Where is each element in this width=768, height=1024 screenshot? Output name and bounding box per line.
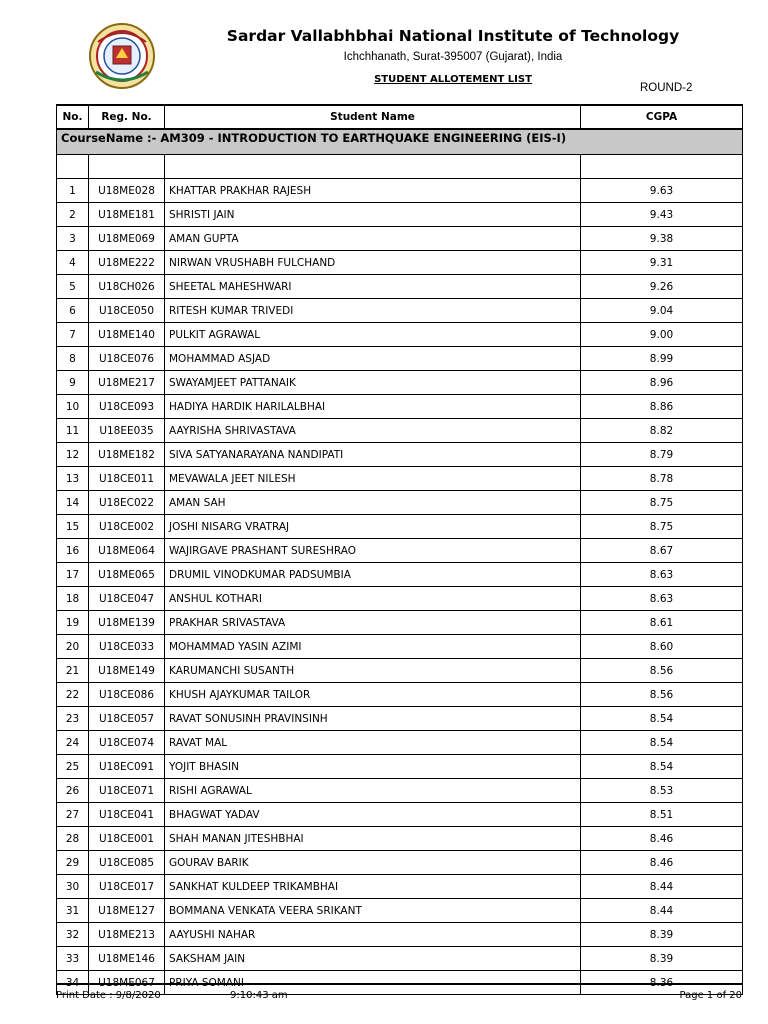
cgpa-cell: 8.56 [581, 659, 743, 683]
cgpa-cell: 8.78 [581, 467, 743, 491]
cgpa-cell: 8.54 [581, 707, 743, 731]
student-name-cell: KHATTAR PRAKHAR RAJESH [165, 179, 581, 203]
cgpa-cell: 9.04 [581, 299, 743, 323]
student-name-cell: AAYRISHA SHRIVASTAVA [165, 419, 581, 443]
student-name-cell: AMAN GUPTA [165, 227, 581, 251]
cgpa-cell: 8.54 [581, 731, 743, 755]
row-number: 21 [57, 659, 89, 683]
cgpa-cell: 9.63 [581, 179, 743, 203]
table-row [57, 875, 743, 899]
cgpa-cell: 8.54 [581, 755, 743, 779]
page-number: Page 1 of 20 [679, 990, 742, 1001]
table-row [57, 419, 743, 443]
student-name-cell: SHRISTI JAIN [165, 203, 581, 227]
reg-no-cell: U18ME140 [89, 323, 165, 347]
row-number: 19 [57, 611, 89, 635]
row-number: 6 [57, 299, 89, 323]
table-row [57, 299, 743, 323]
student-name-cell: YOJIT BHASIN [165, 755, 581, 779]
student-name-cell: BHAGWAT YADAV [165, 803, 581, 827]
row-number: 27 [57, 803, 89, 827]
row-number: 14 [57, 491, 89, 515]
reg-no-cell: U18ME217 [89, 371, 165, 395]
row-number: 12 [57, 443, 89, 467]
student-name-cell: BOMMANA VENKATA VEERA SRIKANT [165, 899, 581, 923]
row-number: 28 [57, 827, 89, 851]
reg-no-cell: U18ME181 [89, 203, 165, 227]
row-number: 29 [57, 851, 89, 875]
reg-no-cell: U18CE071 [89, 779, 165, 803]
student-name-cell: DRUMIL VINODKUMAR PADSUMBIA [165, 563, 581, 587]
print-date: Print Date : 9/8/2020 [56, 990, 161, 1001]
table-row [57, 755, 743, 779]
student-name-cell: WAJIRGAVE PRASHANT SURESHRAO [165, 539, 581, 563]
row-number: 15 [57, 515, 89, 539]
cgpa-cell: 8.53 [581, 779, 743, 803]
student-name-cell: KHUSH AJAYKUMAR TAILOR [165, 683, 581, 707]
reg-no-cell: U18CE002 [89, 515, 165, 539]
column-header-cgpa: CGPA [581, 105, 743, 129]
student-name-cell: SAKSHAM JAIN [165, 947, 581, 971]
reg-no-cell: U18ME065 [89, 563, 165, 587]
student-name-cell: NIRWAN VRUSHABH FULCHAND [165, 251, 581, 275]
student-name-cell: PRIYA SOMANI [165, 971, 581, 995]
row-number: 9 [57, 371, 89, 395]
student-name-cell: PULKIT AGRAWAL [165, 323, 581, 347]
institute-seal-icon [86, 22, 158, 90]
reg-no-cell: U18CE086 [89, 683, 165, 707]
allotment-table [56, 104, 743, 995]
row-number: 8 [57, 347, 89, 371]
row-number: 11 [57, 419, 89, 443]
student-name-cell: GOURAV BARIK [165, 851, 581, 875]
reg-no-cell: U18CE041 [89, 803, 165, 827]
cgpa-cell: 8.75 [581, 491, 743, 515]
table-row [57, 179, 743, 203]
table-row [57, 923, 743, 947]
reg-no-cell: U18CE050 [89, 299, 165, 323]
table-row [57, 731, 743, 755]
cgpa-cell: 8.82 [581, 419, 743, 443]
student-name-cell: SHEETAL MAHESHWARI [165, 275, 581, 299]
student-name-cell: RAVAT MAL [165, 731, 581, 755]
reg-no-cell: U18ME213 [89, 923, 165, 947]
table-row [57, 347, 743, 371]
reg-no-cell: U18CH026 [89, 275, 165, 299]
reg-no-cell: U18ME222 [89, 251, 165, 275]
table-row [57, 467, 743, 491]
cgpa-cell: 8.39 [581, 947, 743, 971]
row-number: 16 [57, 539, 89, 563]
row-number: 17 [57, 563, 89, 587]
table-row [57, 659, 743, 683]
table-row [57, 707, 743, 731]
reg-no-cell: U18CE047 [89, 587, 165, 611]
table-row [57, 539, 743, 563]
row-number: 30 [57, 875, 89, 899]
cgpa-cell: 8.61 [581, 611, 743, 635]
reg-no-cell: U18ME146 [89, 947, 165, 971]
reg-no-cell: U18CE001 [89, 827, 165, 851]
row-number: 5 [57, 275, 89, 299]
student-name-cell: RISHI AGRAWAL [165, 779, 581, 803]
reg-no-cell: U18ME067 [89, 971, 165, 995]
row-number: 7 [57, 323, 89, 347]
column-header-no: No. [57, 105, 89, 129]
student-name-cell: MOHAMMAD ASJAD [165, 347, 581, 371]
reg-no-cell: U18ME028 [89, 179, 165, 203]
reg-no-cell: U18CE093 [89, 395, 165, 419]
student-name-cell: SIVA SATYANARAYANA NANDIPATI [165, 443, 581, 467]
table-row [57, 227, 743, 251]
table-row [57, 515, 743, 539]
row-number: 20 [57, 635, 89, 659]
cgpa-cell: 8.39 [581, 923, 743, 947]
student-name-cell: SHAH MANAN JITESHBHAI [165, 827, 581, 851]
student-name-cell: KARUMANCHI SUSANTH [165, 659, 581, 683]
student-name-cell: SWAYAMJEET PATTANAIK [165, 371, 581, 395]
cgpa-cell: 8.60 [581, 635, 743, 659]
table-row [57, 323, 743, 347]
table-header-row [57, 105, 743, 129]
institute-name: Sardar Vallabhbhai National Institute of Technology [226, 27, 680, 45]
row-number: 24 [57, 731, 89, 755]
reg-no-cell: U18CE085 [89, 851, 165, 875]
reg-no-cell: U18CE017 [89, 875, 165, 899]
student-name-cell: PRAKHAR SRIVASTAVA [165, 611, 581, 635]
table-row [57, 587, 743, 611]
table-row [57, 851, 743, 875]
cgpa-cell: 8.63 [581, 587, 743, 611]
table-row [57, 827, 743, 851]
cgpa-cell: 9.38 [581, 227, 743, 251]
table-row [57, 803, 743, 827]
reg-no-cell: U18ME069 [89, 227, 165, 251]
row-number: 18 [57, 587, 89, 611]
table-row [57, 611, 743, 635]
cgpa-cell: 8.75 [581, 515, 743, 539]
footer-divider [56, 983, 742, 985]
table-row [57, 395, 743, 419]
row-number: 34 [57, 971, 89, 995]
table-row [57, 443, 743, 467]
reg-no-cell: U18ME064 [89, 539, 165, 563]
column-header-reg-no: Reg. No. [89, 105, 165, 129]
row-number: 2 [57, 203, 89, 227]
row-number: 26 [57, 779, 89, 803]
student-name-cell: HADIYA HARDIK HARILALBHAI [165, 395, 581, 419]
cgpa-cell: 8.51 [581, 803, 743, 827]
cgpa-cell: 9.43 [581, 203, 743, 227]
student-name-cell: JOSHI NISARG VRATRAJ [165, 515, 581, 539]
table-row [57, 899, 743, 923]
spacer-row [57, 155, 743, 179]
student-name-cell: SANKHAT KULDEEP TRIKAMBHAI [165, 875, 581, 899]
student-name-cell: ANSHUL KOTHARI [165, 587, 581, 611]
cgpa-cell: 8.44 [581, 899, 743, 923]
cgpa-cell: 8.46 [581, 827, 743, 851]
cgpa-cell: 8.63 [581, 563, 743, 587]
row-number: 1 [57, 179, 89, 203]
course-name: CourseName :- AM309 - INTRODUCTION TO EARTHQUAKE ENGINEERING (EIS-I) [57, 129, 743, 155]
cgpa-cell: 9.00 [581, 323, 743, 347]
row-number: 3 [57, 227, 89, 251]
course-name-row [57, 129, 743, 155]
reg-no-cell: U18CE074 [89, 731, 165, 755]
cgpa-cell: 8.56 [581, 683, 743, 707]
table-row [57, 275, 743, 299]
row-number: 33 [57, 947, 89, 971]
cgpa-cell: 8.96 [581, 371, 743, 395]
column-header-student-name: Student Name [165, 105, 581, 129]
cgpa-cell: 8.99 [581, 347, 743, 371]
row-number: 10 [57, 395, 89, 419]
reg-no-cell: U18ME139 [89, 611, 165, 635]
cgpa-cell: 9.31 [581, 251, 743, 275]
reg-no-cell: U18EC091 [89, 755, 165, 779]
student-name-cell: AMAN SAH [165, 491, 581, 515]
table-row [57, 683, 743, 707]
cgpa-cell: 8.79 [581, 443, 743, 467]
reg-no-cell: U18CE033 [89, 635, 165, 659]
list-title: STUDENT ALLOTEMENT LIST [374, 74, 532, 85]
institute-address: Ichchhanath, Surat-395007 (Gujarat), India [343, 51, 563, 63]
student-name-cell: MEVAWALA JEET NILESH [165, 467, 581, 491]
row-number: 13 [57, 467, 89, 491]
student-name-cell: RITESH KUMAR TRIVEDI [165, 299, 581, 323]
table-row [57, 251, 743, 275]
cgpa-cell: 8.44 [581, 875, 743, 899]
row-number: 25 [57, 755, 89, 779]
student-name-cell: RAVAT SONUSINH PRAVINSINH [165, 707, 581, 731]
row-number: 23 [57, 707, 89, 731]
cgpa-cell: 8.46 [581, 851, 743, 875]
table-row [57, 563, 743, 587]
reg-no-cell: U18ME182 [89, 443, 165, 467]
reg-no-cell: U18CE011 [89, 467, 165, 491]
reg-no-cell: U18CE076 [89, 347, 165, 371]
print-time: 9:10:43 am [230, 990, 288, 1001]
reg-no-cell: U18CE057 [89, 707, 165, 731]
cgpa-cell: 8.86 [581, 395, 743, 419]
table-row [57, 371, 743, 395]
reg-no-cell: U18EC022 [89, 491, 165, 515]
table-row [57, 947, 743, 971]
cgpa-cell: 8.36 [581, 971, 743, 995]
reg-no-cell: U18EE035 [89, 419, 165, 443]
row-number: 31 [57, 899, 89, 923]
table-row [57, 779, 743, 803]
row-number: 32 [57, 923, 89, 947]
reg-no-cell: U18ME149 [89, 659, 165, 683]
student-name-cell: AAYUSHI NAHAR [165, 923, 581, 947]
cgpa-cell: 8.67 [581, 539, 743, 563]
table-row [57, 491, 743, 515]
student-name-cell: MOHAMMAD YASIN AZIMI [165, 635, 581, 659]
row-number: 4 [57, 251, 89, 275]
reg-no-cell: U18ME127 [89, 899, 165, 923]
table-row [57, 203, 743, 227]
row-number: 22 [57, 683, 89, 707]
table-row [57, 635, 743, 659]
round-label: ROUND-2 [640, 82, 693, 94]
cgpa-cell: 9.26 [581, 275, 743, 299]
